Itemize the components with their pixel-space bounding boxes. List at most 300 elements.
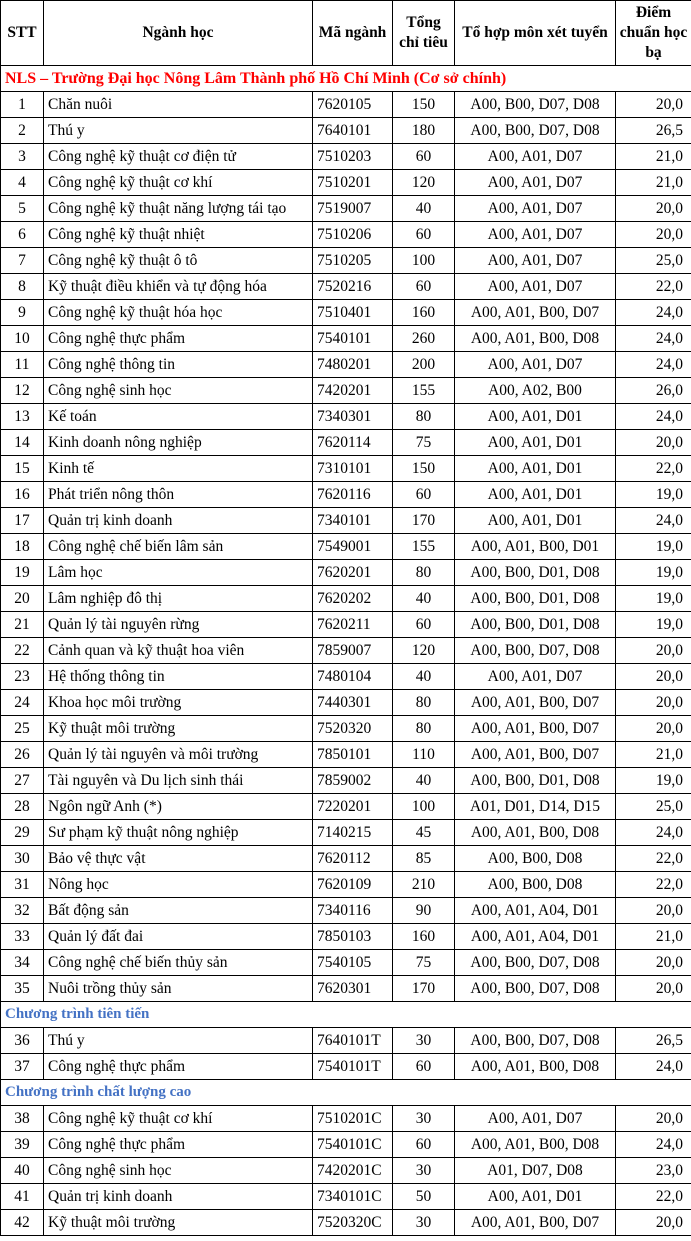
cell-major: Chăn nuôi <box>44 92 313 118</box>
cell-score: 22,0 <box>616 274 691 300</box>
cell-score: 19,0 <box>616 482 691 508</box>
cell-score: 23,0 <box>616 1158 691 1184</box>
table-row <box>1 768 691 794</box>
cell-score: 21,0 <box>616 144 691 170</box>
cell-major: Kỹ thuật môi trường <box>44 1210 313 1236</box>
header-score: Điểm chuẩn học bạ <box>616 1 691 66</box>
cell-quota: 160 <box>393 300 455 326</box>
cell-stt: 36 <box>1 1028 44 1054</box>
cell-quota: 50 <box>393 1184 455 1210</box>
cell-code: 7850103 <box>313 924 393 950</box>
table-row <box>1 352 691 378</box>
cell-major: Phát triển nông thôn <box>44 482 313 508</box>
cell-stt: 35 <box>1 976 44 1002</box>
cell-combo: A00, B00, D07, D08 <box>455 950 616 976</box>
cell-major: Kinh doanh nông nghiệp <box>44 430 313 456</box>
cell-quota: 200 <box>393 352 455 378</box>
cell-quota: 180 <box>393 118 455 144</box>
table-row <box>1 144 691 170</box>
cell-major: Công nghệ thực phẩm <box>44 1054 313 1080</box>
cell-code: 7540105 <box>313 950 393 976</box>
cell-stt: 22 <box>1 638 44 664</box>
cell-score: 20,0 <box>616 196 691 222</box>
cell-quota: 60 <box>393 1054 455 1080</box>
cell-major: Thú y <box>44 1028 313 1054</box>
cell-score: 26,0 <box>616 378 691 404</box>
cell-combo: A00, A01, D01 <box>455 508 616 534</box>
cell-code: 7620211 <box>313 612 393 638</box>
cell-score: 20,0 <box>616 664 691 690</box>
cell-code: 7620116 <box>313 482 393 508</box>
cell-code: 7480104 <box>313 664 393 690</box>
cell-quota: 75 <box>393 950 455 976</box>
cell-score: 25,0 <box>616 794 691 820</box>
cell-quota: 80 <box>393 716 455 742</box>
cell-quota: 160 <box>393 924 455 950</box>
cell-combo: A00, A01, D07 <box>455 664 616 690</box>
section-title: NLS – Trường Đại học Nông Lâm Thành phố Hồ Chí Minh (Cơ sở chính) <box>1 66 691 92</box>
table-row <box>1 1210 691 1236</box>
cell-quota: 150 <box>393 456 455 482</box>
header-major: Ngành học <box>44 1 313 66</box>
cell-quota: 80 <box>393 690 455 716</box>
cell-major: Sư phạm kỹ thuật nông nghiệp <box>44 820 313 846</box>
cell-major: Nông học <box>44 872 313 898</box>
cell-stt: 9 <box>1 300 44 326</box>
table-row <box>1 430 691 456</box>
cell-major: Quản lý tài nguyên và môi trường <box>44 742 313 768</box>
cell-stt: 8 <box>1 274 44 300</box>
cell-score: 24,0 <box>616 1054 691 1080</box>
table-row <box>1 404 691 430</box>
cell-stt: 1 <box>1 92 44 118</box>
cell-quota: 40 <box>393 586 455 612</box>
cell-stt: 14 <box>1 430 44 456</box>
cell-combo: A00, A01, D07 <box>455 352 616 378</box>
table-row <box>1 300 691 326</box>
table-row <box>1 586 691 612</box>
cell-major: Công nghệ kỹ thuật ô tô <box>44 248 313 274</box>
cell-code: 7340101 <box>313 508 393 534</box>
cell-combo: A00, A01, D01 <box>455 1184 616 1210</box>
cell-score: 20,0 <box>616 92 691 118</box>
cell-stt: 41 <box>1 1184 44 1210</box>
cell-code: 7520216 <box>313 274 393 300</box>
cell-quota: 90 <box>393 898 455 924</box>
cell-combo: A00, B00, D07, D08 <box>455 92 616 118</box>
cell-combo: A00, A01, D07 <box>455 170 616 196</box>
cell-major: Tài nguyên và Du lịch sinh thái <box>44 768 313 794</box>
cell-combo: A00, A01, B00, D08 <box>455 820 616 846</box>
cell-stt: 21 <box>1 612 44 638</box>
cell-major: Hệ thống thông tin <box>44 664 313 690</box>
cell-code: 7640101T <box>313 1028 393 1054</box>
cell-code: 7520320 <box>313 716 393 742</box>
cell-quota: 100 <box>393 794 455 820</box>
table-row <box>1 326 691 352</box>
cell-code: 7620301 <box>313 976 393 1002</box>
cell-major: Công nghệ sinh học <box>44 378 313 404</box>
cell-combo: A00, A01, D07 <box>455 144 616 170</box>
table-row <box>1 560 691 586</box>
table-row <box>1 794 691 820</box>
cell-combo: A00, A01, B00, D07 <box>455 716 616 742</box>
cell-stt: 6 <box>1 222 44 248</box>
cell-score: 25,0 <box>616 248 691 274</box>
cell-code: 7310101 <box>313 456 393 482</box>
table-row <box>1 1158 691 1184</box>
cell-combo: A00, B00, D07, D08 <box>455 638 616 664</box>
table-row <box>1 1028 691 1054</box>
cell-quota: 120 <box>393 638 455 664</box>
table-row <box>1 92 691 118</box>
cell-stt: 19 <box>1 560 44 586</box>
cell-stt: 28 <box>1 794 44 820</box>
section-header-row <box>1 66 691 92</box>
cell-quota: 30 <box>393 1028 455 1054</box>
cell-code: 7420201 <box>313 378 393 404</box>
cell-score: 24,0 <box>616 300 691 326</box>
cell-code: 7540101C <box>313 1132 393 1158</box>
cell-combo: A00, A01, D07 <box>455 196 616 222</box>
cell-stt: 34 <box>1 950 44 976</box>
table-row <box>1 378 691 404</box>
table-body <box>1 66 691 1236</box>
cell-quota: 40 <box>393 664 455 690</box>
cell-quota: 60 <box>393 482 455 508</box>
section-title: Chương trình chất lượng cao <box>1 1080 691 1106</box>
table-row <box>1 222 691 248</box>
cell-code: 7140215 <box>313 820 393 846</box>
cell-stt: 17 <box>1 508 44 534</box>
cell-combo: A00, B00, D08 <box>455 872 616 898</box>
table-row <box>1 612 691 638</box>
cell-combo: A00, A01, B00, D01 <box>455 534 616 560</box>
cell-combo: A00, B00, D01, D08 <box>455 586 616 612</box>
cell-stt: 38 <box>1 1106 44 1132</box>
cell-score: 24,0 <box>616 508 691 534</box>
cell-stt: 42 <box>1 1210 44 1236</box>
cell-stt: 39 <box>1 1132 44 1158</box>
cell-code: 7540101T <box>313 1054 393 1080</box>
cell-code: 7440301 <box>313 690 393 716</box>
section-header-row <box>1 1002 691 1028</box>
cell-major: Công nghệ kỹ thuật cơ khí <box>44 170 313 196</box>
table-row <box>1 196 691 222</box>
cell-major: Quản lý đất đai <box>44 924 313 950</box>
cell-score: 20,0 <box>616 690 691 716</box>
cell-score: 19,0 <box>616 586 691 612</box>
cell-major: Bảo vệ thực vật <box>44 846 313 872</box>
cell-code: 7620105 <box>313 92 393 118</box>
cell-quota: 150 <box>393 92 455 118</box>
cell-quota: 30 <box>393 1158 455 1184</box>
cell-combo: A00, A01, B00, D08 <box>455 1054 616 1080</box>
cell-stt: 33 <box>1 924 44 950</box>
cell-major: Công nghệ thực phẩm <box>44 326 313 352</box>
cell-quota: 80 <box>393 404 455 430</box>
cell-code: 7420201C <box>313 1158 393 1184</box>
cell-quota: 100 <box>393 248 455 274</box>
cell-score: 22,0 <box>616 1184 691 1210</box>
cell-stt: 10 <box>1 326 44 352</box>
cell-combo: A00, A01, A04, D01 <box>455 924 616 950</box>
cell-stt: 18 <box>1 534 44 560</box>
table-row <box>1 1132 691 1158</box>
cell-major: Công nghệ chế biến lâm sản <box>44 534 313 560</box>
cell-major: Công nghệ kỹ thuật nhiệt <box>44 222 313 248</box>
table-row <box>1 1106 691 1132</box>
cell-score: 21,0 <box>616 924 691 950</box>
cell-quota: 60 <box>393 144 455 170</box>
cell-major: Ngôn ngữ Anh (*) <box>44 794 313 820</box>
table-row <box>1 274 691 300</box>
cell-major: Công nghệ thực phẩm <box>44 1132 313 1158</box>
cell-stt: 12 <box>1 378 44 404</box>
cell-major: Công nghệ kỹ thuật hóa học <box>44 300 313 326</box>
table-row <box>1 898 691 924</box>
cell-score: 26,5 <box>616 118 691 144</box>
cell-quota: 60 <box>393 222 455 248</box>
cell-major: Lâm học <box>44 560 313 586</box>
table-row <box>1 742 691 768</box>
cell-score: 24,0 <box>616 1132 691 1158</box>
cell-stt: 4 <box>1 170 44 196</box>
cell-score: 24,0 <box>616 404 691 430</box>
cell-major: Công nghệ thông tin <box>44 352 313 378</box>
header-code: Mã ngành <box>313 1 393 66</box>
cell-score: 20,0 <box>616 638 691 664</box>
cell-quota: 120 <box>393 170 455 196</box>
cell-score: 19,0 <box>616 612 691 638</box>
cell-score: 20,0 <box>616 716 691 742</box>
cell-combo: A01, D07, D08 <box>455 1158 616 1184</box>
cell-combo: A00, B00, D01, D08 <box>455 560 616 586</box>
cell-major: Kỹ thuật môi trường <box>44 716 313 742</box>
table-row <box>1 508 691 534</box>
cell-quota: 30 <box>393 1106 455 1132</box>
cell-combo: A00, B00, D07, D08 <box>455 118 616 144</box>
cell-code: 7620112 <box>313 846 393 872</box>
cell-major: Thú y <box>44 118 313 144</box>
cell-major: Cảnh quan và kỹ thuật hoa viên <box>44 638 313 664</box>
cell-stt: 11 <box>1 352 44 378</box>
table-row <box>1 170 691 196</box>
table-row <box>1 1054 691 1080</box>
table-row <box>1 846 691 872</box>
cell-combo: A00, A01, B00, D08 <box>455 1132 616 1158</box>
cell-major: Công nghệ sinh học <box>44 1158 313 1184</box>
cell-combo: A00, A01, D01 <box>455 404 616 430</box>
cell-quota: 75 <box>393 430 455 456</box>
cell-quota: 80 <box>393 560 455 586</box>
cell-code: 7620202 <box>313 586 393 612</box>
cell-combo: A00, A01, D07 <box>455 248 616 274</box>
cell-code: 7340301 <box>313 404 393 430</box>
cell-score: 19,0 <box>616 768 691 794</box>
cell-code: 7510201C <box>313 1106 393 1132</box>
cell-major: Nuôi trồng thủy sản <box>44 976 313 1002</box>
table-row <box>1 820 691 846</box>
cell-stt: 20 <box>1 586 44 612</box>
table-row <box>1 638 691 664</box>
cell-quota: 45 <box>393 820 455 846</box>
cell-score: 20,0 <box>616 976 691 1002</box>
cell-score: 20,0 <box>616 1106 691 1132</box>
cell-score: 21,0 <box>616 170 691 196</box>
cell-stt: 3 <box>1 144 44 170</box>
cell-code: 7340101C <box>313 1184 393 1210</box>
cell-combo: A00, A01, B00, D07 <box>455 742 616 768</box>
cell-score: 20,0 <box>616 430 691 456</box>
cell-score: 24,0 <box>616 820 691 846</box>
cell-quota: 30 <box>393 1210 455 1236</box>
cell-major: Kế toán <box>44 404 313 430</box>
cell-combo: A00, A01, D07 <box>455 1106 616 1132</box>
cell-major: Quản lý tài nguyên rừng <box>44 612 313 638</box>
cell-code: 7510205 <box>313 248 393 274</box>
cell-code: 7640101 <box>313 118 393 144</box>
cell-quota: 40 <box>393 768 455 794</box>
cell-combo: A00, A01, A04, D01 <box>455 898 616 924</box>
table-row <box>1 118 691 144</box>
cell-score: 20,0 <box>616 898 691 924</box>
cell-score: 26,5 <box>616 1028 691 1054</box>
cell-quota: 60 <box>393 612 455 638</box>
cell-major: Công nghệ kỹ thuật cơ khí <box>44 1106 313 1132</box>
table-row <box>1 1184 691 1210</box>
cell-code: 7620201 <box>313 560 393 586</box>
section-title: Chương trình tiên tiến <box>1 1002 691 1028</box>
cell-combo: A00, A02, B00 <box>455 378 616 404</box>
cell-score: 19,0 <box>616 534 691 560</box>
cell-code: 7549001 <box>313 534 393 560</box>
cell-combo: A00, A01, D07 <box>455 274 616 300</box>
table-row <box>1 482 691 508</box>
cell-major: Bất động sản <box>44 898 313 924</box>
cell-code: 7850101 <box>313 742 393 768</box>
cell-stt: 37 <box>1 1054 44 1080</box>
cell-stt: 13 <box>1 404 44 430</box>
cell-score: 22,0 <box>616 872 691 898</box>
cell-code: 7520320C <box>313 1210 393 1236</box>
cell-code: 7510206 <box>313 222 393 248</box>
cell-combo: A00, A01, B00, D07 <box>455 1210 616 1236</box>
table-row <box>1 872 691 898</box>
cell-quota: 260 <box>393 326 455 352</box>
cell-major: Công nghệ kỹ thuật cơ điện tử <box>44 144 313 170</box>
cell-code: 7620114 <box>313 430 393 456</box>
table-row <box>1 924 691 950</box>
cell-combo: A01, D01, D14, D15 <box>455 794 616 820</box>
cell-major: Công nghệ chế biến thủy sản <box>44 950 313 976</box>
cell-quota: 170 <box>393 508 455 534</box>
cell-combo: A00, B00, D07, D08 <box>455 1028 616 1054</box>
cell-stt: 16 <box>1 482 44 508</box>
cell-stt: 30 <box>1 846 44 872</box>
cell-stt: 5 <box>1 196 44 222</box>
table-row <box>1 976 691 1002</box>
cell-code: 7510201 <box>313 170 393 196</box>
cell-major: Công nghệ kỹ thuật năng lượng tái tạo <box>44 196 313 222</box>
cell-combo: A00, A01, B00, D08 <box>455 326 616 352</box>
table-row <box>1 534 691 560</box>
header-row <box>1 1 691 66</box>
cell-stt: 7 <box>1 248 44 274</box>
cell-major: Kinh tế <box>44 456 313 482</box>
cell-combo: A00, A01, B00, D07 <box>455 300 616 326</box>
cell-quota: 85 <box>393 846 455 872</box>
cell-stt: 40 <box>1 1158 44 1184</box>
cell-score: 20,0 <box>616 950 691 976</box>
cell-stt: 26 <box>1 742 44 768</box>
cell-quota: 210 <box>393 872 455 898</box>
cell-score: 20,0 <box>616 222 691 248</box>
cell-score: 22,0 <box>616 456 691 482</box>
table-row <box>1 716 691 742</box>
cell-major: Lâm nghiệp đô thị <box>44 586 313 612</box>
table-row <box>1 690 691 716</box>
cell-score: 19,0 <box>616 560 691 586</box>
table-row <box>1 456 691 482</box>
cell-code: 7859002 <box>313 768 393 794</box>
cell-score: 20,0 <box>616 1210 691 1236</box>
cell-combo: A00, A01, D01 <box>455 482 616 508</box>
cell-code: 7340116 <box>313 898 393 924</box>
cell-code: 7620109 <box>313 872 393 898</box>
cell-code: 7510203 <box>313 144 393 170</box>
cell-quota: 60 <box>393 274 455 300</box>
cell-stt: 23 <box>1 664 44 690</box>
cell-quota: 155 <box>393 534 455 560</box>
cell-stt: 25 <box>1 716 44 742</box>
header-quota: Tổng chỉ tiêu <box>393 1 455 66</box>
cell-combo: A00, A01, D01 <box>455 430 616 456</box>
cell-quota: 110 <box>393 742 455 768</box>
cell-quota: 40 <box>393 196 455 222</box>
cell-combo: A00, B00, D07, D08 <box>455 976 616 1002</box>
section-header-row <box>1 1080 691 1106</box>
header-combo: Tổ hợp môn xét tuyển <box>455 1 616 66</box>
cell-stt: 24 <box>1 690 44 716</box>
cell-score: 22,0 <box>616 846 691 872</box>
cell-stt: 2 <box>1 118 44 144</box>
table-row <box>1 248 691 274</box>
table-row <box>1 950 691 976</box>
cell-stt: 31 <box>1 872 44 898</box>
cell-code: 7480201 <box>313 352 393 378</box>
table-row <box>1 664 691 690</box>
cell-stt: 29 <box>1 820 44 846</box>
cell-quota: 170 <box>393 976 455 1002</box>
cell-code: 7859007 <box>313 638 393 664</box>
cell-combo: A00, A01, D07 <box>455 222 616 248</box>
cell-combo: A00, A01, B00, D07 <box>455 690 616 716</box>
cell-score: 21,0 <box>616 742 691 768</box>
cell-stt: 15 <box>1 456 44 482</box>
cell-score: 24,0 <box>616 352 691 378</box>
cell-major: Quản trị kinh doanh <box>44 1184 313 1210</box>
cell-code: 7220201 <box>313 794 393 820</box>
cell-major: Kỹ thuật điều khiển và tự động hóa <box>44 274 313 300</box>
cell-code: 7519007 <box>313 196 393 222</box>
cell-combo: A00, A01, D01 <box>455 456 616 482</box>
cell-code: 7510401 <box>313 300 393 326</box>
cell-combo: A00, B00, D01, D08 <box>455 612 616 638</box>
cell-major: Quản trị kinh doanh <box>44 508 313 534</box>
cell-major: Khoa học môi trường <box>44 690 313 716</box>
cell-stt: 27 <box>1 768 44 794</box>
